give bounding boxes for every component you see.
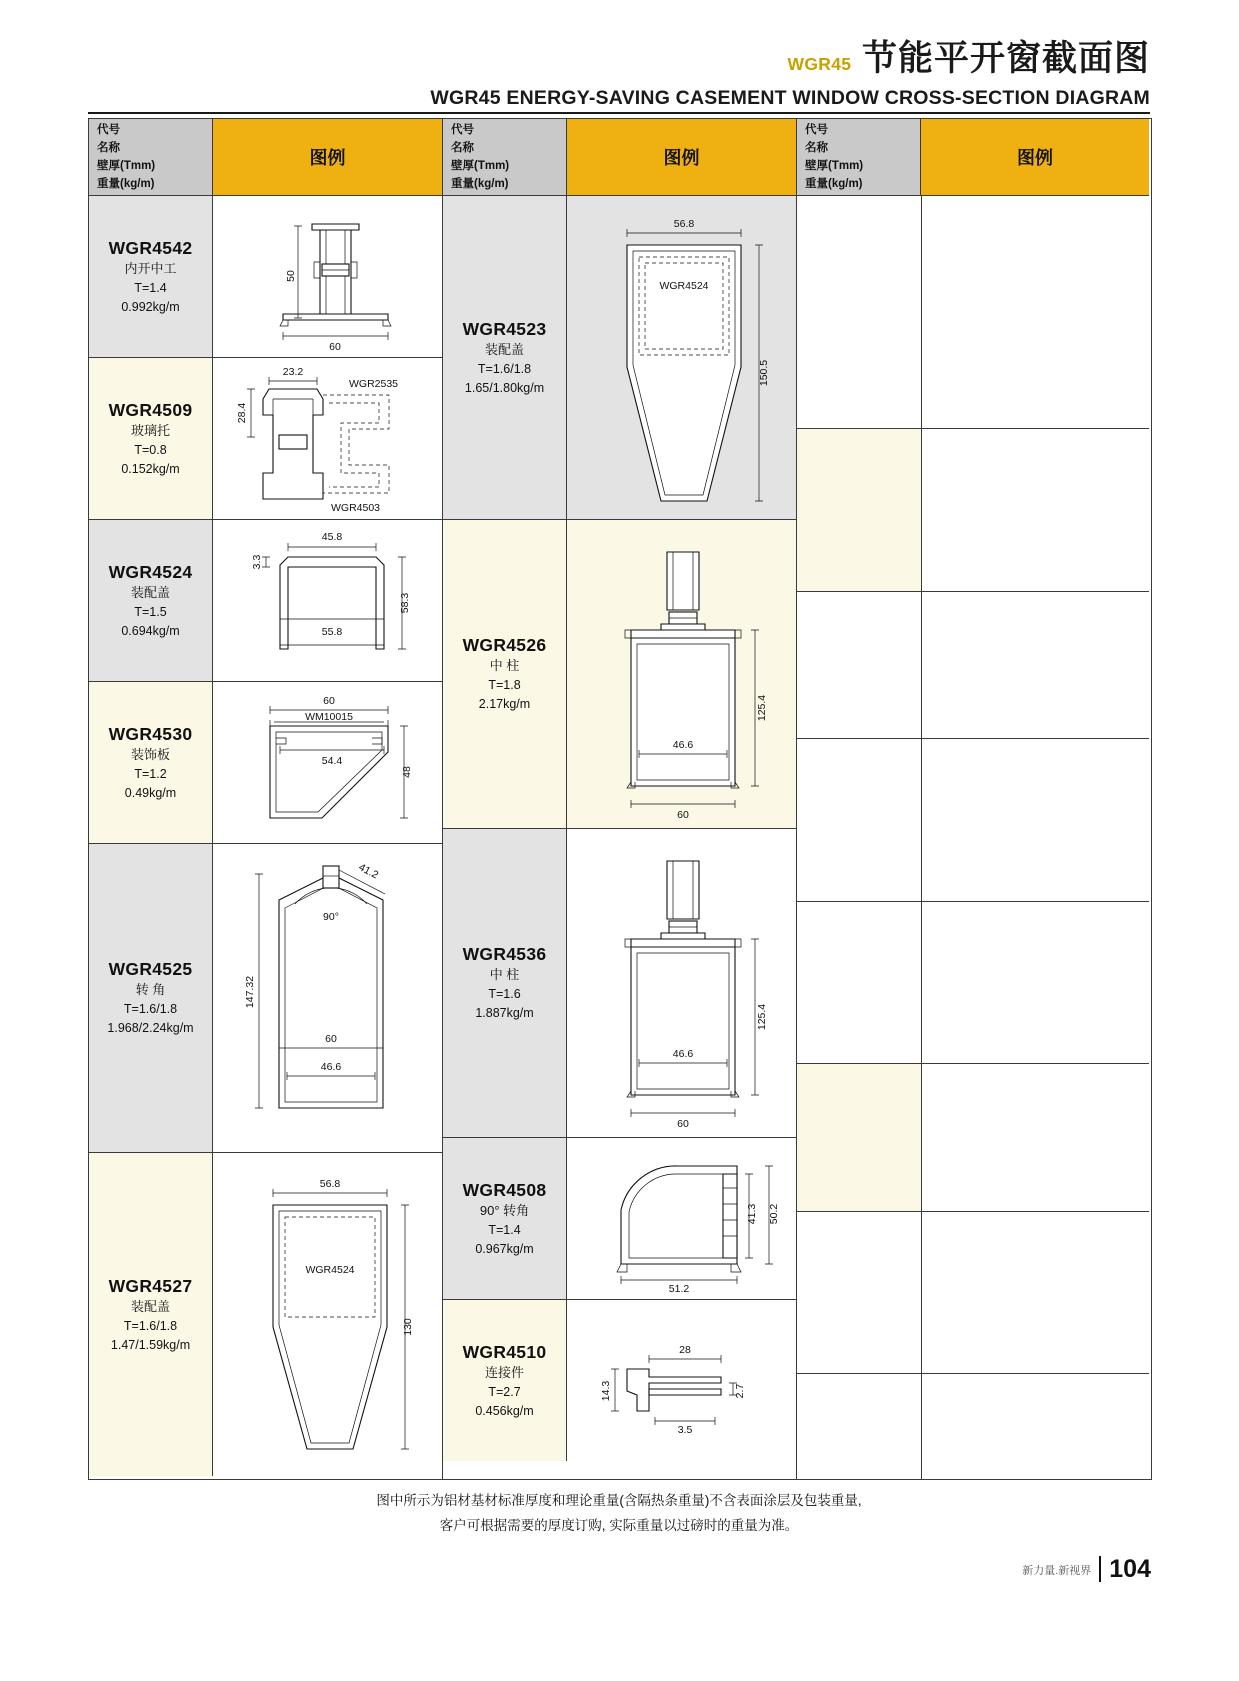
svg-text:58.3: 58.3 — [398, 592, 411, 613]
header-code-label: 代号 — [805, 124, 828, 136]
svg-text:125.4: 125.4 — [755, 1003, 768, 1031]
table-row-empty — [797, 901, 1149, 1064]
svg-text:3.5: 3.5 — [677, 1423, 692, 1436]
column-3-header-labels — [797, 119, 921, 195]
table-row — [89, 195, 442, 357]
header-name-label: 名称 — [805, 142, 828, 154]
page-subtitle: WGR45 ENERGY-SAVING CASEMENT WINDOW CROSS-SECTION DIAGRAM — [430, 86, 1150, 109]
footer-note-line2: 客户可根据需要的厚度订购, 实际重量以过磅时的重量为准。 — [439, 1518, 799, 1533]
table-row-empty — [797, 591, 1149, 739]
figure-empty — [922, 1374, 1149, 1479]
row-label-wgr4509 — [89, 358, 213, 519]
svg-text:46.6: 46.6 — [672, 1048, 693, 1060]
figure-wgr4508 — [567, 1138, 796, 1299]
svg-text:48: 48 — [400, 765, 413, 778]
figure-empty — [922, 1064, 1149, 1211]
profile-thickness: T=1.6 — [488, 987, 521, 1001]
figure-wgr4525 — [213, 844, 442, 1152]
row-label-wgr4508 — [443, 1138, 567, 1299]
column-1-header — [89, 119, 442, 195]
table-row — [443, 195, 796, 519]
svg-text:56.8: 56.8 — [673, 217, 694, 230]
row-label-empty — [797, 592, 922, 739]
header-divider — [88, 112, 1150, 114]
profile-thickness: T=1.6/1.8 — [477, 361, 532, 376]
ref-label-2: WGR4503 — [330, 501, 380, 514]
row-label-empty — [797, 902, 922, 1064]
row-label-wgr4527 — [89, 1153, 213, 1476]
figure-wgr4527 — [213, 1153, 442, 1476]
profile-weight: 0.456kg/m — [475, 1403, 534, 1418]
profile-code: WGR4508 — [462, 1179, 547, 1200]
profile-name: 装配盖 — [130, 1298, 170, 1314]
svg-text:54.4: 54.4 — [321, 754, 342, 767]
svg-text:50.2: 50.2 — [767, 1203, 780, 1224]
figure-empty — [922, 429, 1149, 591]
svg-text:90°: 90° — [322, 911, 339, 923]
table-row — [89, 843, 442, 1152]
table-row-empty — [797, 1373, 1149, 1479]
svg-text:125.4: 125.4 — [755, 694, 768, 722]
profile-weight: 0.694kg/m — [121, 623, 180, 638]
table-row — [443, 1299, 796, 1461]
table-row — [89, 1152, 442, 1476]
figure-wgr4536 — [567, 829, 796, 1137]
row-label-wgr4526 — [443, 520, 567, 828]
profile-code: WGR4524 — [108, 561, 193, 582]
profile-thickness: T=1.6/1.8 — [123, 1002, 178, 1016]
table-column-1 — [89, 119, 443, 1479]
svg-text:60: 60 — [676, 1118, 689, 1130]
row-label-empty — [797, 1212, 922, 1374]
svg-text:60: 60 — [676, 809, 689, 821]
header-name-label: 名称 — [97, 142, 120, 154]
row-label-wgr4523 — [443, 196, 567, 519]
ref-label: WGR4524 — [304, 1263, 355, 1276]
header-figure-label: 图例 — [921, 119, 1149, 195]
table-row-empty — [797, 195, 1149, 428]
table-row — [443, 1137, 796, 1299]
profile-thickness: T=2.7 — [488, 1384, 521, 1399]
footer-note — [88, 1488, 1150, 1538]
profile-thickness: T=0.8 — [134, 442, 167, 457]
profile-name: 中 柱 — [489, 967, 520, 982]
profile-code: WGR4526 — [462, 635, 547, 655]
ref-label-1: WGR2535 — [348, 377, 398, 390]
row-label-empty — [797, 196, 922, 428]
svg-text:41.3: 41.3 — [745, 1203, 758, 1224]
column-2-header — [443, 119, 796, 195]
table-row — [89, 681, 442, 843]
row-label-empty — [797, 429, 922, 591]
svg-text:60: 60 — [328, 340, 341, 352]
profile-weight: 0.49kg/m — [124, 785, 177, 800]
table-row — [89, 519, 442, 681]
figure-empty — [922, 196, 1149, 428]
table-row — [443, 828, 796, 1137]
profile-name: 装配盖 — [484, 341, 524, 357]
figure-wgr4530 — [213, 682, 442, 843]
row-label-wgr4536 — [443, 829, 567, 1137]
column-2-header-labels — [443, 119, 567, 195]
profile-name: 转 角 — [135, 982, 166, 997]
column-3-header — [797, 119, 1149, 195]
svg-text:46.6: 46.6 — [320, 1061, 341, 1073]
profile-name: 中 柱 — [489, 658, 520, 673]
row-label-empty — [797, 1064, 922, 1211]
figure-empty — [922, 592, 1149, 739]
figure-empty — [922, 902, 1149, 1064]
table-column-3 — [797, 119, 1149, 1479]
table-column-2 — [443, 119, 797, 1479]
profile-thickness: T=1.6/1.8 — [123, 1318, 178, 1333]
table-row-empty — [797, 1211, 1149, 1374]
svg-text:147.32: 147.32 — [243, 975, 256, 1009]
profile-weight: 1.887kg/m — [475, 1006, 534, 1020]
figure-wgr4524 — [213, 520, 442, 681]
svg-text:50: 50 — [284, 269, 297, 282]
profile-name: 玻璃托 — [130, 422, 170, 438]
page-title-cn: 节能平开窗截面图 — [851, 39, 1150, 78]
profile-name: 连接件 — [484, 1364, 524, 1380]
svg-text:51.2: 51.2 — [668, 1282, 689, 1292]
profile-thickness: T=1.8 — [488, 678, 521, 692]
profile-weight: 0.992kg/m — [121, 299, 180, 314]
profile-code: WGR4536 — [462, 944, 547, 964]
row-label-wgr4510 — [443, 1300, 567, 1461]
profile-thickness: T=1.2 — [134, 766, 167, 781]
row-label-wgr4525 — [89, 844, 213, 1152]
svg-text:55.8: 55.8 — [321, 625, 342, 638]
row-label-wgr4530 — [89, 682, 213, 843]
svg-text:28: 28 — [678, 1343, 691, 1356]
table-row — [443, 519, 796, 828]
svg-text:41.2: 41.2 — [356, 861, 380, 882]
ref-label: WGR4524 — [658, 279, 709, 292]
row-label-empty — [797, 1374, 922, 1479]
page-title — [88, 40, 1150, 79]
header-code-label: 代号 — [451, 124, 474, 136]
profile-code: WGR4525 — [108, 959, 193, 979]
svg-text:14.3: 14.3 — [599, 1380, 612, 1401]
svg-text:56.8: 56.8 — [319, 1177, 340, 1190]
svg-text:45.8: 45.8 — [321, 530, 342, 543]
ref-label: WM10015 — [304, 710, 353, 723]
row-label-empty — [797, 739, 922, 901]
svg-text:130: 130 — [401, 1317, 414, 1336]
row-label-wgr4542 — [89, 196, 213, 357]
header-weight-label: 重量(kg/m) — [97, 178, 155, 190]
figure-wgr4523 — [567, 196, 796, 519]
header-name-label: 名称 — [451, 142, 474, 154]
profile-name: 90° 转角 — [479, 1202, 530, 1218]
row-label-wgr4524 — [89, 520, 213, 681]
table-row-empty — [797, 428, 1149, 591]
column-1-header-labels — [89, 119, 213, 195]
figure-wgr4510 — [567, 1300, 796, 1461]
svg-text:2.7: 2.7 — [733, 1383, 746, 1398]
header-thickness-label: 壁厚(Tmm) — [805, 160, 864, 172]
header-thickness-label: 壁厚(Tmm) — [451, 160, 510, 172]
page-header — [88, 40, 1150, 110]
svg-text:150.5: 150.5 — [757, 359, 770, 386]
svg-text:28.4: 28.4 — [235, 402, 248, 423]
header-figure-label: 图例 — [213, 119, 442, 195]
svg-text:3.3: 3.3 — [250, 554, 263, 569]
profile-code: WGR4530 — [108, 723, 193, 744]
figure-wgr4509 — [213, 358, 442, 519]
figure-empty — [922, 739, 1149, 901]
profile-code: WGR4510 — [462, 1341, 547, 1362]
svg-text:60: 60 — [324, 1033, 337, 1045]
header-figure-label: 图例 — [567, 119, 796, 195]
profile-name: 装饰板 — [130, 746, 170, 762]
svg-text:46.6: 46.6 — [672, 739, 693, 751]
profile-weight: 0.967kg/m — [475, 1241, 534, 1256]
figure-wgr4526 — [567, 520, 796, 828]
page-title-code: WGR45 — [787, 54, 852, 74]
profile-thickness: T=1.4 — [134, 280, 167, 295]
profile-weight: 0.152kg/m — [121, 461, 180, 476]
profile-thickness: T=1.5 — [134, 604, 167, 619]
table-row — [89, 357, 442, 519]
profile-name: 装配盖 — [130, 584, 170, 600]
profile-weight: 1.968/2.24kg/m — [107, 1021, 194, 1035]
page-number: 104 — [1099, 1556, 1151, 1582]
profile-weight: 2.17kg/m — [478, 697, 531, 711]
table-row-empty — [797, 738, 1149, 901]
header-weight-label: 重量(kg/m) — [805, 178, 863, 190]
figure-empty — [922, 1212, 1149, 1374]
profile-weight: 1.65/1.80kg/m — [464, 380, 545, 395]
header-thickness-label: 壁厚(Tmm) — [97, 160, 156, 172]
profile-weight: 1.47/1.59kg/m — [110, 1337, 191, 1352]
page-footer — [1022, 1556, 1151, 1582]
cross-section-table — [88, 118, 1152, 1480]
svg-text:23.2: 23.2 — [282, 365, 303, 378]
profile-code: WGR4523 — [462, 318, 547, 339]
profile-code: WGR4509 — [108, 399, 193, 420]
table-row-empty — [797, 1063, 1149, 1211]
brand-slogan: 新力量.新视界 — [1022, 1565, 1092, 1577]
header-code-label: 代号 — [97, 124, 120, 136]
footer-note-line1: 图中所示为铝材基材标准厚度和理论重量(含隔热条重量)不含表面涂层及包装重量, — [376, 1493, 862, 1508]
figure-wgr4542 — [213, 196, 442, 357]
profile-code: WGR4542 — [108, 237, 193, 258]
svg-text:60: 60 — [322, 694, 335, 707]
header-weight-label: 重量(kg/m) — [451, 178, 509, 190]
profile-code: WGR4527 — [108, 1275, 193, 1296]
profile-thickness: T=1.4 — [488, 1222, 521, 1237]
profile-name: 内开中工 — [124, 260, 177, 276]
